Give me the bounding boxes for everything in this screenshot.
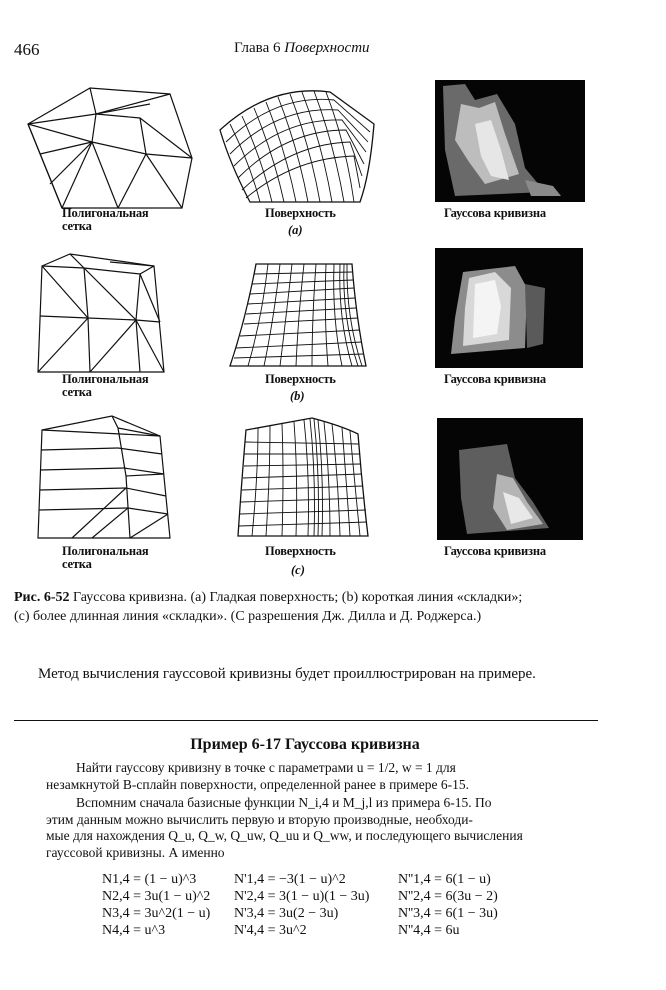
gaussian-curvature-image-c — [437, 418, 583, 540]
chapter-title: Поверхности — [284, 40, 370, 56]
caption-line-2: (c) более длинная линия «складки». (С разрешения Дж. Дилла и Д. Роджерса.) — [14, 609, 482, 624]
formula: N'4,4 = 3u^2 — [234, 923, 307, 938]
chapter-label: Глава 6 — [234, 40, 281, 56]
formula: N''2,4 = 6(3u − 2) — [398, 889, 498, 904]
caption-label: Рис. 6-52 — [14, 590, 70, 605]
subfigure-label-c: (c) — [291, 563, 305, 577]
mesh-label-b: Полигональная сетка — [62, 372, 149, 399]
formula: N''4,4 = 6u — [398, 923, 460, 938]
polygon-mesh-c — [32, 414, 182, 542]
surface-label-a: Поверхность — [265, 206, 336, 220]
figure-caption — [14, 588, 654, 626]
mesh-label-c: Полигональная сетка — [62, 544, 149, 571]
caption-line-1: Гауссова кривизна. (a) Гладкая поверхность; (b) короткая линия «складки»; — [73, 590, 523, 605]
subfigure-label-a: (a) — [288, 223, 303, 237]
formula-col-3 — [398, 872, 498, 940]
example-paragraph-1: Найти гауссову кривизну в точке с параметрами u = 1/2, w = 1 для незамкнутой B-сплайн поверхности, определенной ранее в примере 6-15. — [46, 760, 470, 792]
formula: N2,4 = 3u(1 − u)^2 — [102, 889, 211, 904]
formula: N1,4 = (1 − u)^3 — [102, 872, 197, 887]
example-title: Пример 6-17 Гауссова кривизна — [190, 736, 420, 753]
gaussian-curvature-image-a — [435, 80, 585, 202]
formula: N'1,4 = −3(1 − u)^2 — [234, 872, 346, 887]
surface-b — [226, 258, 370, 370]
gaussian-curvature-image-b — [435, 248, 583, 368]
running-header — [234, 40, 370, 57]
formula: N'3,4 = 3u(2 − 3u) — [234, 906, 339, 921]
curvature-label-b: Гауссова кривизна — [444, 372, 546, 386]
surface-c — [232, 416, 372, 540]
surface-label-b: Поверхность — [265, 372, 336, 386]
formula: N'2,4 = 3(1 − u)(1 − 3u) — [234, 889, 370, 904]
mesh-label-a: Полигональная сетка — [62, 206, 149, 233]
formula: N4,4 = u^3 — [102, 923, 166, 938]
polygon-mesh-a — [20, 84, 200, 214]
body-paragraph: Метод вычисления гауссовой кривизны будет проиллюстрирован на примере. — [38, 666, 536, 682]
formula: N''1,4 = 6(1 − u) — [398, 872, 491, 887]
curvature-label-c: Гауссова кривизна — [444, 544, 546, 558]
formula: N3,4 = 3u^2(1 − u) — [102, 906, 211, 921]
example-paragraph-2: Вспомним сначала базисные функции N_i,4 и M_j,l из примера 6-15. По этим данным можно вычислить первую и вторую производные, необходи- мые для нахождения Q_u, Q_w, Q_uw, Q_uu и Q_ww, и последующего вычисления гауссовой кривизны. А именно — [46, 795, 523, 860]
surface-a — [210, 84, 382, 208]
surface-label-c: Поверхность — [265, 544, 336, 558]
formula-col-1 — [102, 872, 210, 940]
formula: N''3,4 = 6(1 − 3u) — [398, 906, 498, 921]
formula-col-2 — [234, 872, 369, 940]
polygon-mesh-b — [30, 252, 180, 376]
subfigure-label-b: (b) — [290, 389, 305, 403]
section-divider — [14, 720, 598, 721]
curvature-label-a: Гауссова кривизна — [444, 206, 546, 220]
page-number: 466 — [14, 40, 40, 59]
